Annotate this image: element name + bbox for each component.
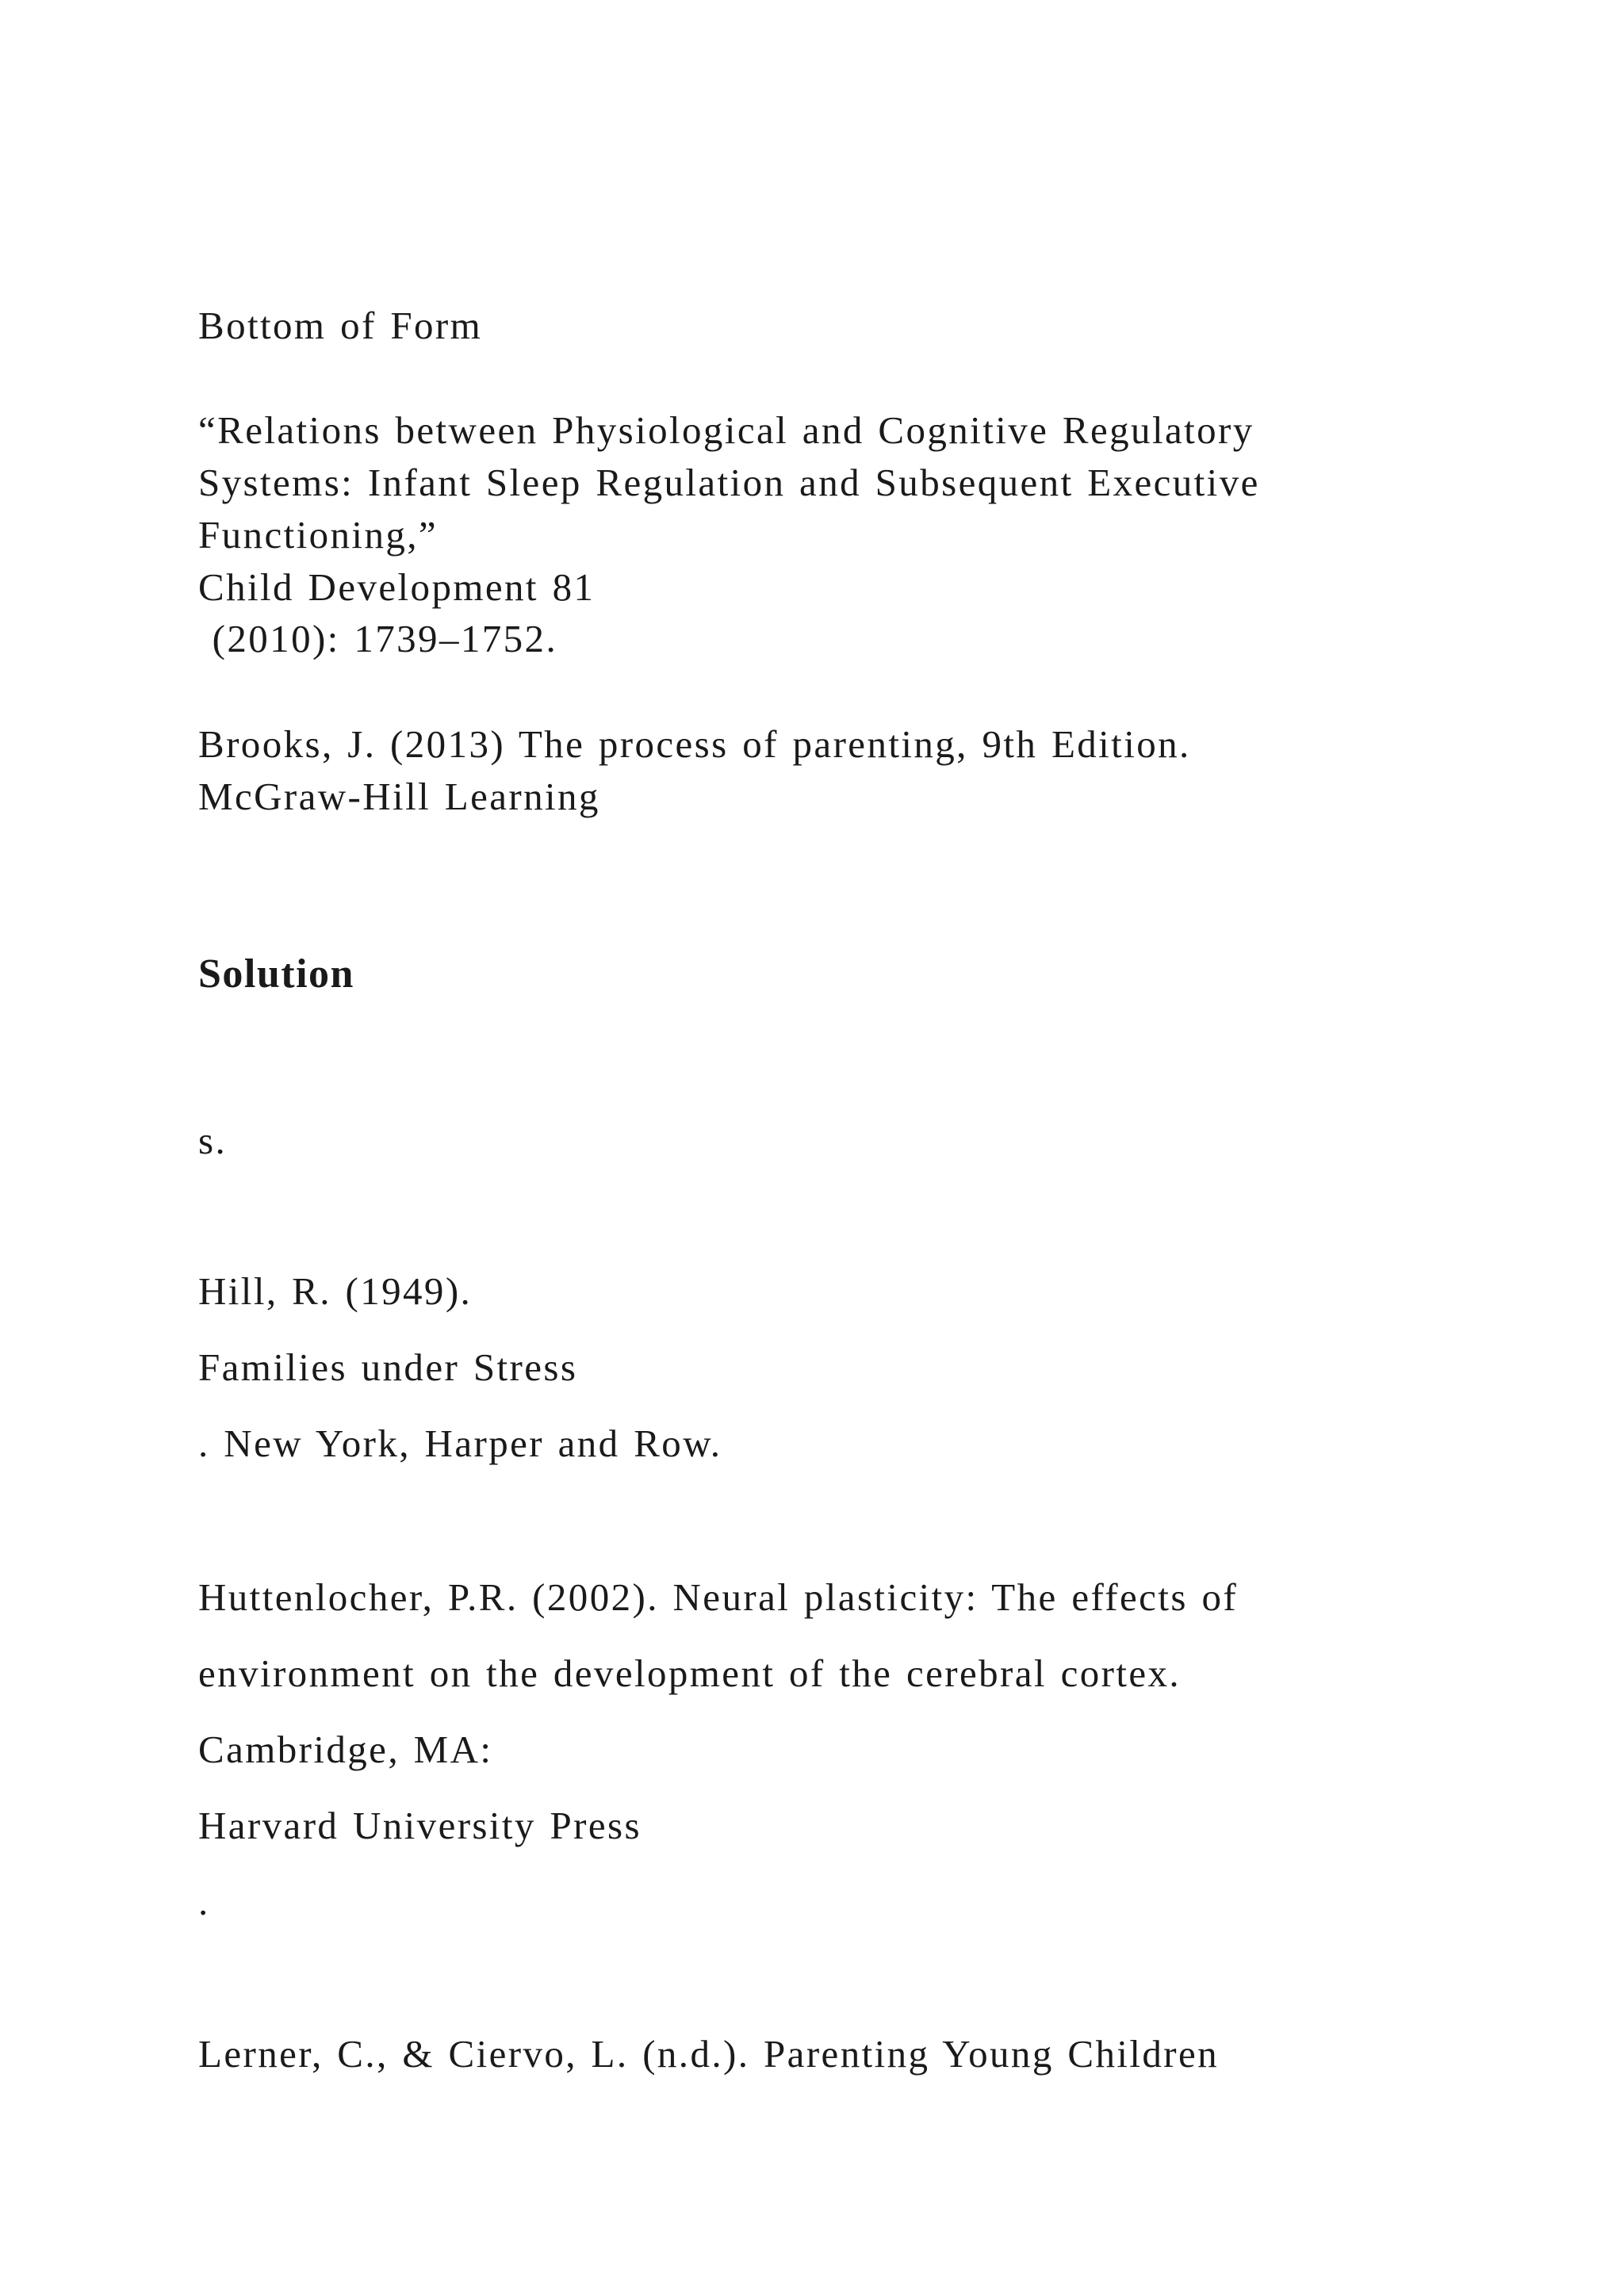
reference-line: Families under Stress <box>198 1345 578 1389</box>
solution-fragment: s. <box>198 1119 228 1162</box>
citation-line: Functioning,” <box>198 513 439 557</box>
reference-line: Cambridge, MA: <box>198 1728 493 1771</box>
reference-line: environment on the development of the cerebral cortex. <box>198 1651 1182 1695</box>
reference-line: Huttenlocher, P.R. (2002). Neural plasticity: The effects of <box>198 1575 1239 1619</box>
solution-heading: Solution <box>198 951 354 997</box>
bottom-of-form-label: Bottom of Form <box>198 304 483 347</box>
citation-line: Child Development 81 <box>198 565 596 609</box>
citation-line: McGraw-Hill Learning <box>198 775 600 818</box>
reference-line: . New York, Harper and Row. <box>198 1422 722 1465</box>
reference-line: Harvard University Press <box>198 1804 642 1847</box>
citation-line: (2010): 1739–1752. <box>198 617 558 660</box>
reference-line: . <box>198 1880 210 1923</box>
citation-line: Systems: Infant Sleep Regulation and Subsequent Executive <box>198 461 1260 504</box>
citation-line: Brooks, J. (2013) The process of parenting, 9th Edition. <box>198 722 1191 766</box>
reference-line: Hill, R. (1949). <box>198 1269 473 1313</box>
reference-line: Lerner, C., & Ciervo, L. (n.d.). Parenting Young Children <box>198 2032 1220 2076</box>
citation-line: “Relations between Physiological and Cognitive Regulatory <box>198 408 1254 452</box>
